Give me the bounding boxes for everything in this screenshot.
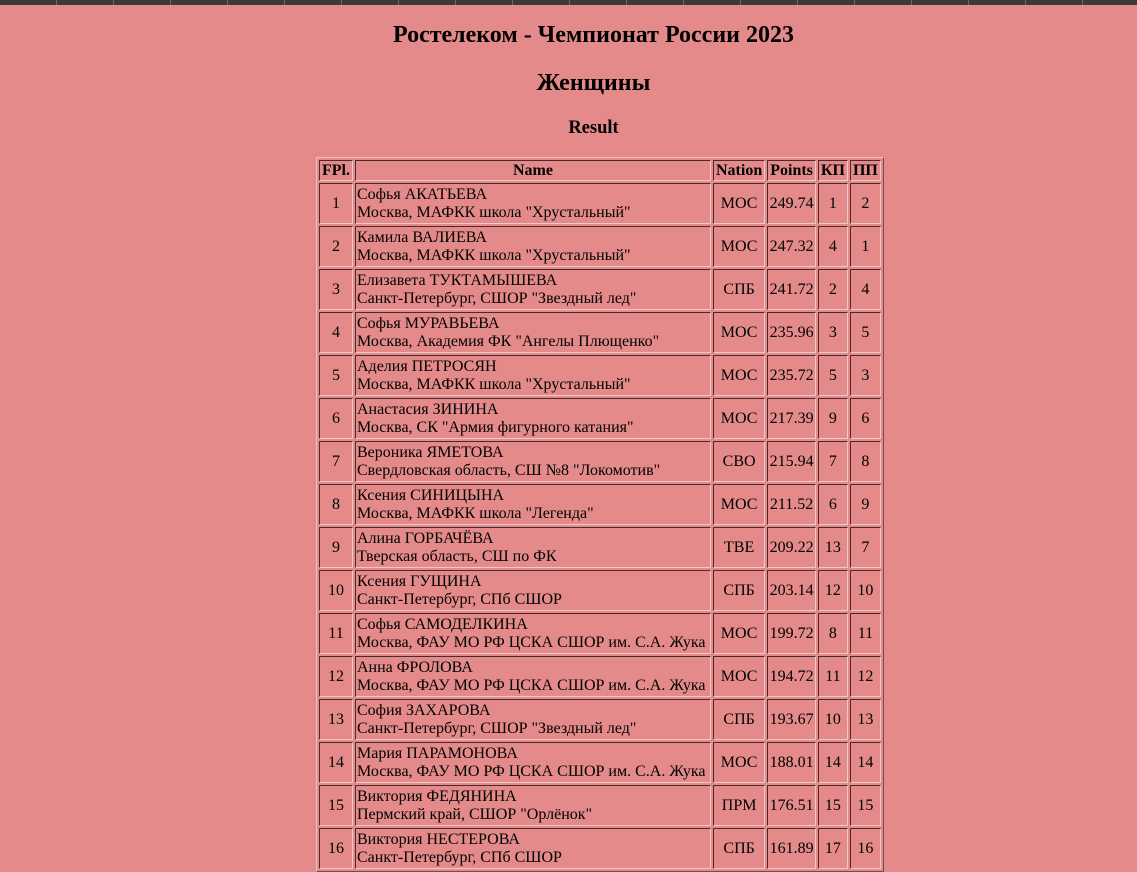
skater-club: Москва, Академия ФК "Ангелы Плющенко" xyxy=(357,332,660,350)
skater-club: Пермский край, СШОР "Орлёнок" xyxy=(357,805,593,823)
skater-cell xyxy=(355,527,711,568)
skater-cell xyxy=(355,398,711,439)
place-cell: 6 xyxy=(319,398,353,439)
fs-rank-cell: 11 xyxy=(850,613,881,654)
skater-name: Ксения ГУЩИНА xyxy=(357,572,482,590)
table-row xyxy=(319,742,881,783)
fs-rank-cell: 14 xyxy=(850,742,881,783)
table-row xyxy=(319,656,881,697)
category-title: Женщины xyxy=(536,70,651,96)
nation-cell: МОС xyxy=(713,226,765,267)
skater-club: Москва, ФАУ МО РФ ЦСКА СШОР им. С.А. Жука xyxy=(357,633,706,651)
skater-club: Санкт-Петербург, СПб СШОР xyxy=(357,848,562,866)
fs-rank-cell: 12 xyxy=(850,656,881,697)
skater-cell xyxy=(355,656,711,697)
skater-cell xyxy=(355,742,711,783)
points-cell: 235.96 xyxy=(767,312,816,353)
fs-rank-cell: 4 xyxy=(850,269,881,310)
points-cell: 194.72 xyxy=(767,656,816,697)
skater-cell xyxy=(355,355,711,396)
place-cell: 1 xyxy=(319,183,353,224)
sp-rank-cell: 14 xyxy=(818,742,848,783)
points-cell: 193.67 xyxy=(767,699,816,740)
sp-rank-cell: 5 xyxy=(818,355,848,396)
skater-cell xyxy=(355,269,711,310)
header-nation: Nation xyxy=(713,160,765,181)
skater-name: Софья САМОДЕЛКИНА xyxy=(357,615,528,633)
points-cell: 161.89 xyxy=(767,828,816,869)
points-cell: 241.72 xyxy=(767,269,816,310)
skater-cell xyxy=(355,183,711,224)
header-place: FPl. xyxy=(319,160,353,181)
points-cell: 203.14 xyxy=(767,570,816,611)
sp-rank-cell: 3 xyxy=(818,312,848,353)
skater-club: Москва, ФАУ МО РФ ЦСКА СШОР им. С.А. Жука xyxy=(357,676,706,694)
table-row xyxy=(319,828,881,869)
skater-name: Алина ГОРБАЧЁВА xyxy=(357,529,494,547)
place-cell: 10 xyxy=(319,570,353,611)
skater-cell xyxy=(355,312,711,353)
skater-name: Ксения СИНИЦЫНА xyxy=(357,486,505,504)
skater-name: Софья МУРАВЬЕВА xyxy=(357,314,500,332)
table-row xyxy=(319,570,881,611)
sp-rank-cell: 15 xyxy=(818,785,848,826)
nation-cell: СВО xyxy=(713,441,765,482)
table-row xyxy=(319,699,881,740)
skater-club: Москва, МАФКК школа "Хрустальный" xyxy=(357,375,631,393)
skater-name: Аделия ПЕТРОСЯН xyxy=(357,357,497,375)
skater-name: Камила ВАЛИЕВА xyxy=(357,228,487,246)
skater-cell xyxy=(355,699,711,740)
header-points: Points xyxy=(767,160,816,181)
place-cell: 4 xyxy=(319,312,353,353)
points-cell: 209.22 xyxy=(767,527,816,568)
fs-rank-cell: 5 xyxy=(850,312,881,353)
results-header-row xyxy=(319,160,881,181)
sp-rank-cell: 10 xyxy=(818,699,848,740)
fs-rank-cell: 6 xyxy=(850,398,881,439)
skater-club: Москва, ФАУ МО РФ ЦСКА СШОР им. С.А. Жука xyxy=(357,762,706,780)
sp-rank-cell: 7 xyxy=(818,441,848,482)
nation-cell: СПБ xyxy=(713,828,765,869)
nation-cell: МОС xyxy=(713,312,765,353)
header-fs: ПП xyxy=(850,160,881,181)
table-row xyxy=(319,441,881,482)
fs-rank-cell: 2 xyxy=(850,183,881,224)
skater-club: Санкт-Петербург, СШОР "Звездный лед" xyxy=(357,289,637,307)
skater-name: Софья АКАТЬЕВА xyxy=(357,185,488,203)
table-row xyxy=(319,613,881,654)
fs-rank-cell: 15 xyxy=(850,785,881,826)
sp-rank-cell: 17 xyxy=(818,828,848,869)
skater-club: Москва, МАФКК школа "Хрустальный" xyxy=(357,246,631,264)
skater-cell xyxy=(355,441,711,482)
sp-rank-cell: 9 xyxy=(818,398,848,439)
header-sp: КП xyxy=(818,160,848,181)
nation-cell: ПРМ xyxy=(713,785,765,826)
place-cell: 2 xyxy=(319,226,353,267)
place-cell: 13 xyxy=(319,699,353,740)
points-cell: 217.39 xyxy=(767,398,816,439)
fs-rank-cell: 7 xyxy=(850,527,881,568)
sp-rank-cell: 12 xyxy=(818,570,848,611)
results-body xyxy=(319,183,881,869)
place-cell: 14 xyxy=(319,742,353,783)
nation-cell: СПБ xyxy=(713,269,765,310)
table-row xyxy=(319,226,881,267)
points-cell: 199.72 xyxy=(767,613,816,654)
points-cell: 215.94 xyxy=(767,441,816,482)
skater-name: Анна ФРОЛОВА xyxy=(357,658,473,676)
skater-club: Москва, МАФКК школа "Легенда" xyxy=(357,504,594,522)
table-row xyxy=(319,484,881,525)
header-name: Name xyxy=(355,160,711,181)
skater-cell xyxy=(355,226,711,267)
fs-rank-cell: 13 xyxy=(850,699,881,740)
skater-name: Виктория НЕСТЕРОВА xyxy=(357,830,520,848)
browser-tab-strip xyxy=(0,0,1137,5)
points-cell: 211.52 xyxy=(767,484,816,525)
sp-rank-cell: 2 xyxy=(818,269,848,310)
nation-cell: МОС xyxy=(713,484,765,525)
skater-name: Елизавета ТУКТАМЫШЕВА xyxy=(357,271,558,289)
place-cell: 16 xyxy=(319,828,353,869)
table-row xyxy=(319,312,881,353)
skater-name: София ЗАХАРОВА xyxy=(357,701,491,719)
sp-rank-cell: 4 xyxy=(818,226,848,267)
results-table xyxy=(316,157,884,872)
points-cell: 235.72 xyxy=(767,355,816,396)
skater-name: Мария ПАРАМОНОВА xyxy=(357,744,518,762)
table-row xyxy=(319,527,881,568)
skater-cell xyxy=(355,785,711,826)
place-cell: 9 xyxy=(319,527,353,568)
skater-cell xyxy=(355,570,711,611)
nation-cell: МОС xyxy=(713,183,765,224)
event-title: Ростелеком - Чемпионат России 2023 xyxy=(393,22,794,48)
sp-rank-cell: 11 xyxy=(818,656,848,697)
skater-club: Свердловская область, СШ №8 "Локомотив" xyxy=(357,461,661,479)
nation-cell: МОС xyxy=(713,613,765,654)
fs-rank-cell: 8 xyxy=(850,441,881,482)
place-cell: 5 xyxy=(319,355,353,396)
skater-club: Санкт-Петербург, СШОР "Звездный лед" xyxy=(357,719,637,737)
sp-rank-cell: 1 xyxy=(818,183,848,224)
place-cell: 7 xyxy=(319,441,353,482)
sp-rank-cell: 8 xyxy=(818,613,848,654)
sp-rank-cell: 13 xyxy=(818,527,848,568)
nation-cell: МОС xyxy=(713,355,765,396)
skater-name: Вероника ЯМЕТОВА xyxy=(357,443,504,461)
fs-rank-cell: 10 xyxy=(850,570,881,611)
place-cell: 3 xyxy=(319,269,353,310)
skater-name: Виктория ФЕДЯНИНА xyxy=(357,787,517,805)
place-cell: 15 xyxy=(319,785,353,826)
nation-cell: МОС xyxy=(713,398,765,439)
skater-name: Анастасия ЗИНИНА xyxy=(357,400,499,418)
table-row xyxy=(319,269,881,310)
place-cell: 11 xyxy=(319,613,353,654)
nation-cell: ТВЕ xyxy=(713,527,765,568)
skater-club: Тверская область, СШ по ФК xyxy=(357,547,557,565)
sp-rank-cell: 6 xyxy=(818,484,848,525)
fs-rank-cell: 1 xyxy=(850,226,881,267)
segment-title: Result xyxy=(568,118,619,138)
skater-cell xyxy=(355,828,711,869)
nation-cell: СПБ xyxy=(713,699,765,740)
place-cell: 8 xyxy=(319,484,353,525)
points-cell: 176.51 xyxy=(767,785,816,826)
points-cell: 247.32 xyxy=(767,226,816,267)
skater-club: Москва, СК "Армия фигурного катания" xyxy=(357,418,634,436)
nation-cell: МОС xyxy=(713,742,765,783)
points-cell: 249.74 xyxy=(767,183,816,224)
fs-rank-cell: 3 xyxy=(850,355,881,396)
skater-club: Санкт-Петербург, СПб СШОР xyxy=(357,590,562,608)
nation-cell: СПБ xyxy=(713,570,765,611)
nation-cell: МОС xyxy=(713,656,765,697)
skater-cell xyxy=(355,613,711,654)
table-row xyxy=(319,183,881,224)
skater-club: Москва, МАФКК школа "Хрустальный" xyxy=(357,203,631,221)
place-cell: 12 xyxy=(319,656,353,697)
table-row xyxy=(319,355,881,396)
table-row xyxy=(319,785,881,826)
points-cell: 188.01 xyxy=(767,742,816,783)
fs-rank-cell: 9 xyxy=(850,484,881,525)
table-row xyxy=(319,398,881,439)
fs-rank-cell: 16 xyxy=(850,828,881,869)
skater-cell xyxy=(355,484,711,525)
